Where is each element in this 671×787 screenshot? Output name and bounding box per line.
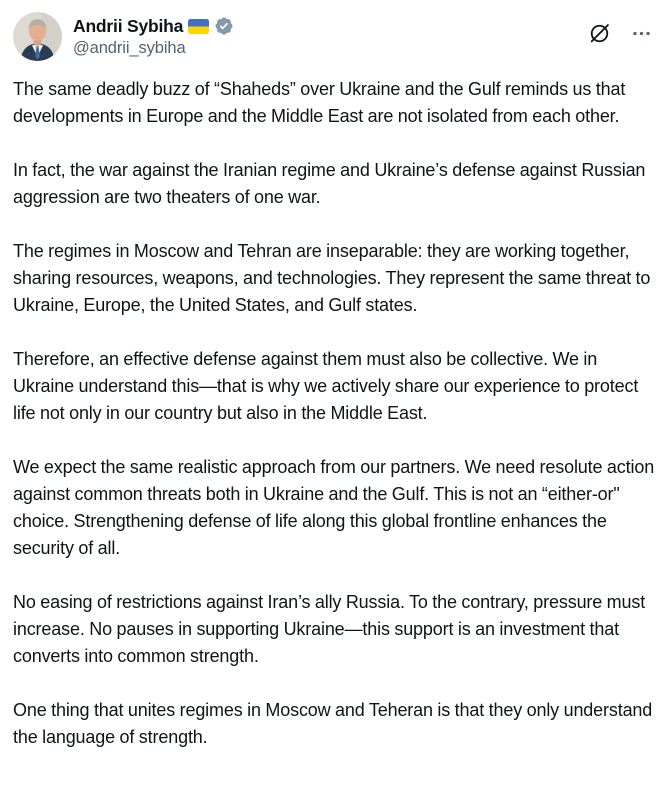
tweet-paragraph: One thing that unites regimes in Moscow and Teheran is that they only understand the language of strength. bbox=[13, 700, 653, 747]
tweet-header bbox=[13, 12, 658, 61]
more-menu-button[interactable] bbox=[631, 23, 652, 44]
tweet-paragraph: The regimes in Moscow and Tehran are inseparable: they are working together, sharing resources, weapons, and technologies. They represent the same threat to Ukraine, Europe, the United States, and Gulf states. bbox=[13, 241, 651, 315]
more-dots-icon bbox=[631, 23, 652, 44]
author-handle[interactable]: @andrii_sybiha bbox=[73, 38, 186, 57]
ukraine-flag-icon bbox=[188, 19, 209, 34]
tweet-paragraph: No easing of restrictions against Iran’s ally Russia. To the contrary, pressure must increase. No pauses in supporting Ukraine—this support is an investment that converts into common strength. bbox=[13, 592, 646, 666]
grok-actions-button[interactable] bbox=[588, 22, 611, 45]
tweet-body bbox=[13, 76, 658, 751]
author-name-row bbox=[73, 16, 234, 37]
verified-badge-icon[interactable] bbox=[214, 16, 234, 36]
header-actions bbox=[588, 12, 658, 45]
author-display-name[interactable]: Andrii Sybiha bbox=[73, 15, 184, 36]
tweet-paragraph: The same deadly buzz of “Shaheds” over Ukraine and the Gulf reminds us that developments in Europe and the Middle East are not isolated from each other. bbox=[13, 79, 626, 126]
grok-icon bbox=[588, 22, 611, 45]
tweet-paragraph: Therefore, an effective defense against them must also be collective. We in Ukraine understand this—that is why we actively share our experience to protect life not only in our country but also in the Middle East. bbox=[13, 349, 639, 423]
author-identity bbox=[73, 12, 234, 61]
avatar[interactable] bbox=[13, 12, 62, 61]
tweet-paragraph: In fact, the war against the Iranian regime and Ukraine’s defense against Russian aggression are two theaters of one war. bbox=[13, 160, 646, 207]
avatar-portrait-image bbox=[13, 12, 62, 61]
tweet-paragraph: We expect the same realistic approach from our partners. We need resolute action against common threats both in Ukraine and the Gulf. This is not an “either-or" choice. Strengthening defense of life along this global frontline enhances the security of all. bbox=[13, 457, 655, 558]
